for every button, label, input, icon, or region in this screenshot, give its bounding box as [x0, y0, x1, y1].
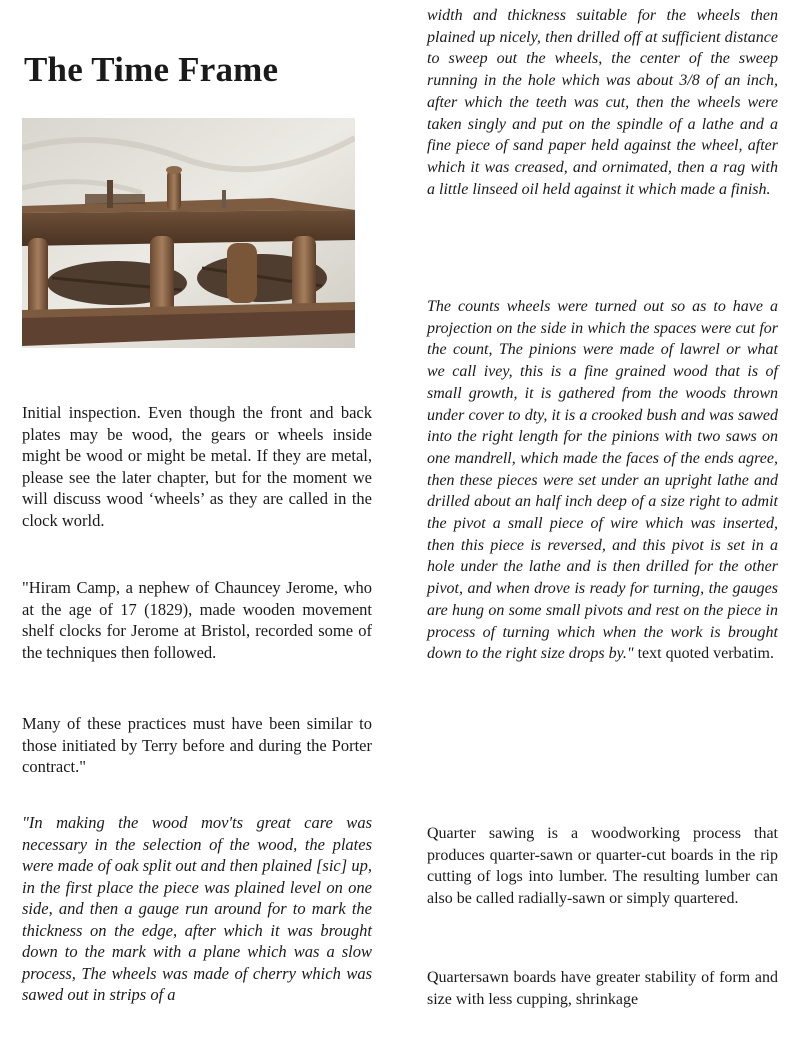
quote-counts-wheels: The counts wheels were turned out so as to have a projection on the side in which the spaces were cut for the count, The pinions were made of lawrel or what we call ivey, this is a fine grained wood that is of small growth, it is gathered from the woods thrown under cover to dty, it is a crooked bush and was sawed into the right length for the pinions with two saws on one mandrell, which made the faces of the ends agree, then these pieces were set under an upright lathe and drilled about an half inch deep of a size right to admit the pivot a small piece of wire which was inserted, then this piece is reversed, and this pivot is set in a hole under the lathe and is then drilled for the other pivot, and when drove is ready for turning, the gauges are hung on some small pivots and rest on the piece in process of turning which when the work is brought down to the right size drops by.": [427, 298, 778, 663]
paragraph-practices: Many of these practices must have been similar to those initiated by Terry before and during the Porter contract.": [22, 714, 372, 776]
clock-movement-photo: [22, 118, 355, 348]
paragraph-quote-continued: width and thickness suitable for the wheels then plained up nicely, then drilled off at sufficient distance to sweep out the wheels, the center of the sweep running in the hole which was about 3/8 of an inch, after which the teeth was cut, then the wheels were taken singly and put on the spindle of a lathe and a fine piece of sand paper held against the wheel, after which it was creased, and ornimated, then a rag with a little linseed oil held against it which made a finish.: [427, 7, 778, 198]
page-title: The Time Frame: [24, 50, 279, 89]
paragraph-quote-start: "In making the wood mov'ts great care was necessary in the selection of the wood, the plates were made of oak split out and then plained [sic] up, in the first place the piece was plained level on one side, and then a gauge run around for to mark the thickness on the edge, after which it was brought down to the mark with a plane which was a slow process, The wheels was made of cherry which was sawed out in strips of a: [22, 813, 372, 1004]
paragraph-hiram-camp: "Hiram Camp, a nephew of Chauncey Jerome, who at the age of 17 (1829), made wooden movement shelf clocks for Jerome at Bristol, recorded some of the techniques then followed.: [22, 578, 372, 662]
wooden-clock-movement-icon: [22, 118, 355, 348]
paragraph-initial-inspection: Initial inspection. Even though the front and back plates may be wood, the gears or wheels inside might be wood or might be metal. If they are metal, please see the later chapter, but for the moment we will discuss wood ‘wheels’ as they are called in the clock world.: [22, 403, 372, 530]
verbatim-note: text quoted verbatim.: [633, 645, 774, 663]
paragraph-quarter-sawing: Quarter sawing is a woodworking process that produces quarter-sawn or quarter-cut boards in the rip cutting of logs into lumber. The resulting lumber can also be called radially-sawn or simply quartered.: [427, 825, 778, 908]
paragraph-counts-wheels: [427, 296, 778, 665]
paragraph-quartersawn-boards: Quartersawn boards have greater stability of form and size with less cupping, shrinkage: [427, 969, 778, 1008]
